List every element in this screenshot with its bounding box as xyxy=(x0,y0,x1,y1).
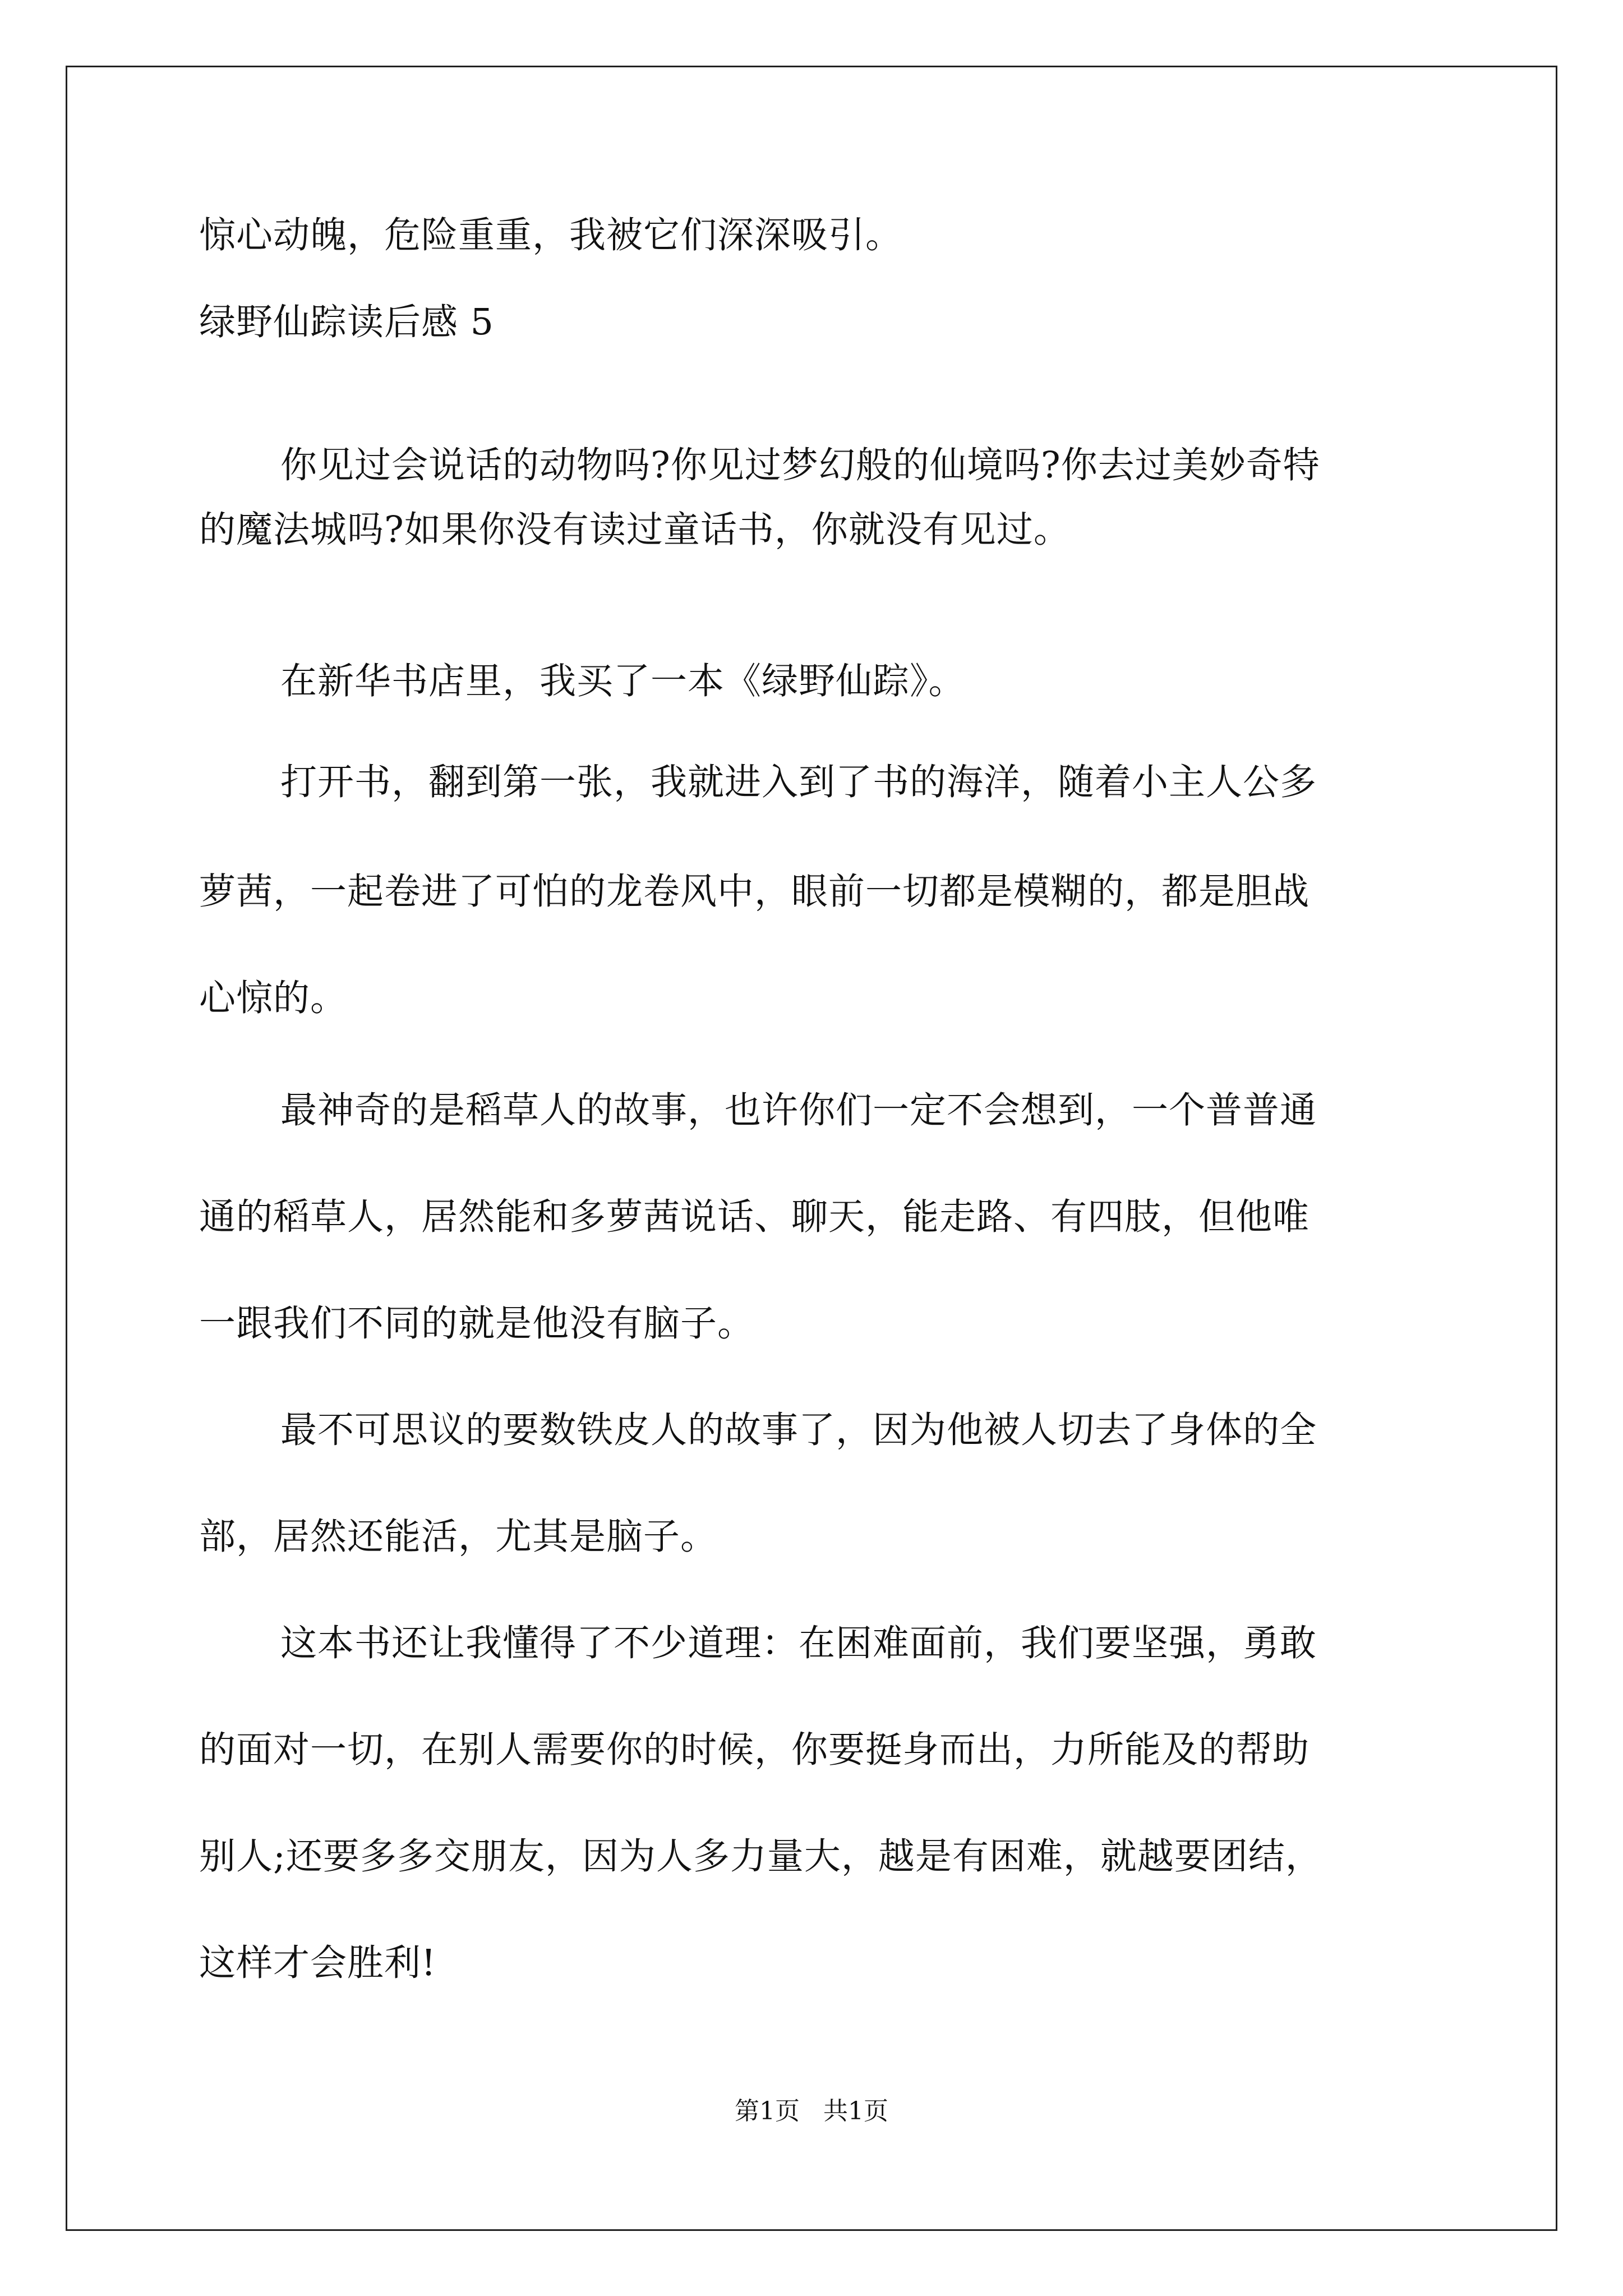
paragraph-line: 心惊的。 xyxy=(199,977,348,1019)
paragraph-line: 别人;还要多多交朋友，因为人多力量大，越是有困难，就越要团结， xyxy=(199,1835,1322,1878)
paragraph-line: 一跟我们不同的就是他没有脑子。 xyxy=(199,1303,755,1345)
text-line: 惊心动魄，危险重重，我被它们深深吸引。 xyxy=(199,214,903,256)
paragraph-line: 这样才会胜利! xyxy=(199,1942,437,1984)
paragraph-line: 你见过会说话的动物吗?你见过梦幻般的仙境吗?你去过美妙奇特 xyxy=(280,444,1320,486)
page-number-footer: 第1页 共1页 xyxy=(735,2097,888,2125)
section-heading: 绿野仙踪读后感 5 xyxy=(199,301,495,343)
paragraph-line: 的面对一切，在别人需要你的时候，你要挺身而出，力所能及的帮助 xyxy=(199,1729,1310,1771)
paragraph-line: 在新华书店里，我买了一本《绿野仙踪》。 xyxy=(280,660,966,702)
paragraph-line: 通的稻草人，居然能和多萝茜说话、聊天，能走路、有四肢，但他唯 xyxy=(199,1196,1310,1238)
paragraph-line: 最神奇的是稻草人的故事，也许你们一定不会想到，一个普普通 xyxy=(280,1089,1317,1131)
paragraph-line: 萝茜，一起卷进了可怕的龙卷风中，眼前一切都是模糊的，都是胆战 xyxy=(199,871,1310,913)
paragraph-line: 这本书还让我懂得了不少道理：在困难面前，我们要坚强，勇敢 xyxy=(280,1622,1317,1664)
page-border xyxy=(66,66,1557,2231)
paragraph-line: 最不可思议的要数铁皮人的故事了，因为他被人切去了身体的全 xyxy=(280,1409,1317,1451)
paragraph-line: 打开书，翻到第一张，我就进入到了书的海洋，随着小主人公多 xyxy=(280,761,1317,803)
paragraph-line: 部，居然还能活，尤其是脑子。 xyxy=(199,1516,718,1558)
paragraph-line: 的魔法城吗?如果你没有读过童话书，你就没有见过。 xyxy=(199,509,1071,551)
